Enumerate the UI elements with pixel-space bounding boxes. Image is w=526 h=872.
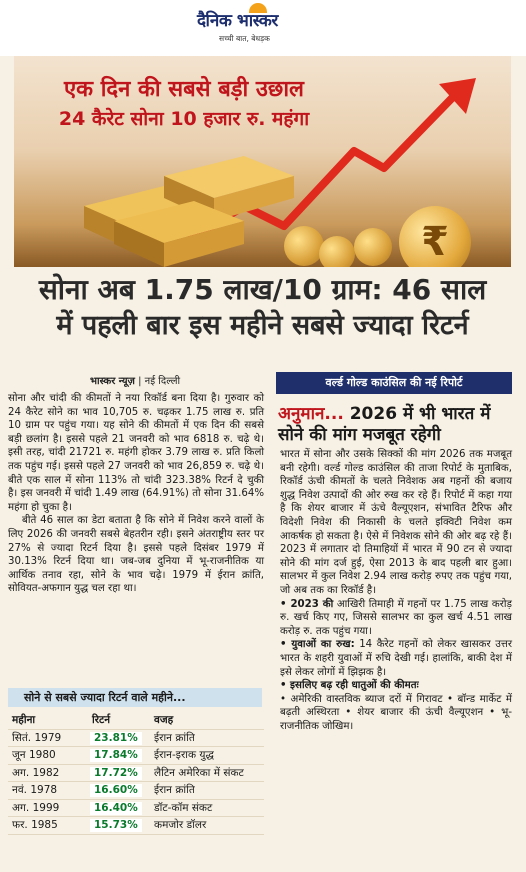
table-header-row [8, 712, 264, 730]
logo-tagline: सच्ची बात, बेधड़क [219, 34, 270, 43]
bullet-1-text: आखिरी तिमाही में गहनों पर 1.75 लाख करोड़ रु. खर्च किए गए, जिससे सालभर का कुल खर्च 4.51 लाख करोड़ रु. तक पहुंच गया। [280, 598, 512, 637]
logo-name: दैनिक भास्कर [197, 11, 278, 31]
header-return: रिटर्न [92, 714, 111, 726]
banner-image [14, 56, 511, 267]
gold-coin-icon [284, 226, 324, 266]
table-row [8, 730, 264, 748]
subheadline-rest: 2026 में भी भारत में सोने की मांग मजबूत रहेगी [278, 404, 491, 445]
report-subheadline [278, 404, 512, 446]
report-bullet-3 [280, 679, 512, 733]
lead-paragraph-2: बीते 46 साल का डेटा बताता है कि सोने में निवेश करने वालों के लिए 2026 की जनवरी सबसे बेहतरीन रही। इसने अंतराष्ट्रीय स्तर पर 27% से ज्यादा रिटर्न दिया है। इससे पहले दिसंबर 1979 में 30.13% रिटर्न दिया था। जब-जब दुनिया में भू-राजनीतिक या आर्थिक तनाव रहा, सोने के भाव चढ़े। 1979 में ईरान क्रांति, सोवियत-अफगान युद्ध चल रहा था। [8, 515, 264, 595]
headline-line-2: में पहली बार इस महीने सबसे ज्यादा रिटर्न [56, 310, 469, 341]
byline-city: नई दिल्ली [144, 376, 181, 387]
main-headline [14, 272, 511, 344]
report-bullet-2 [280, 638, 512, 679]
cell-month: जून 1980 [12, 749, 56, 761]
gold-coin-icon [354, 228, 392, 266]
cell-month: फर. 1985 [12, 819, 58, 831]
masthead [0, 0, 526, 56]
header-reason: वजह [154, 714, 174, 726]
headline-line-1: सोना अब 1.75 लाख/10 ग्राम: 46 साल [38, 273, 487, 306]
gold-coin-icon [319, 236, 355, 267]
table-title: सोने से सबसे ज्यादा रिटर्न वाले महीने... [8, 688, 262, 707]
table-row [8, 782, 264, 800]
cell-month: नवं. 1978 [12, 784, 58, 796]
cell-month: सितं. 1979 [12, 731, 62, 744]
newspaper-logo [197, 6, 327, 52]
cell-return: 16.40% [90, 802, 142, 815]
returns-table [8, 712, 264, 835]
report-section-header: वर्ल्ड गोल्ड काउंसिल की नई रिपोर्ट [276, 372, 512, 394]
bullet-1-bold: • 2023 की [280, 598, 334, 610]
cell-return: 23.81% [90, 732, 142, 745]
lead-article [8, 392, 264, 596]
cell-month: अग. 1982 [12, 766, 60, 779]
table-row [8, 800, 264, 818]
bullet-2-text: 14 कैरेट गहनों को लेकर खासकर उत्तर भारत के शहरी युवाओं में रुचि देखी गई। हालांकि, बाकी देश में इसे लेकर लोगों में झिझक है। [280, 639, 512, 678]
report-paragraph: भारत में सोना और उसके सिक्कों की मांग 2026 तक मजबूत बनी रहेगी। वर्ल्ड गोल्ड काउंसिल की ताजा रिपोर्ट के मुताबिक, रिकॉर्ड ऊंची कीमतों के चलते निवेशक अब गहनों की बजाय शुद्ध निवेश उत्पादों की ओर रुख कर रहे हैं। रिपोर्ट में कहा गया है कि शेयर बाजार में ऊंचे वैल्यूएशन, संभावित टैरिफ और विदेशी निवेश की निकासी के चलते इक्विटी निवेश कम आकर्षक हो सकता है। ऐसे में निवेशक सोने की ओर बढ़ रहे हैं। 2023 में लगातार दो तिमाहियों में भारत में 90 टन से ज्यादा सोने की मांग दर्ज हुई, ऐसा 2013 के बाद पहली बार हुआ। सालभर में कुल निवेश 2.94 लाख करोड़ रुपए तक पहुंच गया, जो अब तक का रिकॉर्ड है। [280, 449, 512, 596]
table-row [8, 817, 264, 835]
header-month: महीना [12, 714, 36, 726]
bullet-3-bold: • इसलिए बढ़ रही धातुओं की कीमतः [280, 680, 419, 692]
cell-reason: लैटिन अमेरिका में संकट [154, 766, 244, 779]
cell-reason: ईरान क्रांति [154, 731, 195, 744]
byline-agency: भास्कर न्यूज़ [90, 376, 135, 387]
cell-reason: कमजोर डॉलर [154, 819, 207, 831]
table-row [8, 747, 264, 765]
cell-reason: ईरान क्रांति [154, 784, 195, 796]
byline: भास्कर न्यूज़ | नई दिल्ली [90, 376, 181, 387]
cell-reason: ईरान-इराक युद्ध [154, 749, 214, 761]
bullet-3-text: • अमेरिकी वास्तविक ब्याज दरों में गिरावट • बॉन्ड मार्केट में बढ़ती अस्थिरता • शेयर बाजार की ऊंची वैल्यूएशन • भू-राजनीतिक जोखिम। [280, 693, 512, 732]
cell-return: 17.84% [90, 749, 142, 762]
rupee-coin-icon: ₹ [399, 206, 471, 267]
cell-month: अग. 1999 [12, 801, 60, 814]
cell-return: 15.73% [90, 819, 142, 832]
table-row [8, 765, 264, 783]
cell-return: 17.72% [90, 767, 142, 780]
banner-headline-2: 24 कैरेट सोना 10 हजार रु. महंगा [58, 108, 310, 130]
subheadline-red: अनुमान... [278, 404, 344, 424]
cell-return: 16.60% [90, 784, 142, 797]
lead-paragraph-1: सोना और चांदी की कीमतों ने नया रिकॉर्ड बना दिया है। गुरुवार को 24 कैरेट सोने का भाव 10,705 रु. चढ़कर 1.75 लाख रु. प्रति 10 ग्राम पर पहुंच गया। यह सोने की कीमतों में एक दिन की सबसे बड़ी छलांग है। इससे पहले 21 जनवरी को भाव 6818 रु. चढ़े थे। इसी तरह, चांदी 21721 रु. महंगी होकर 3.79 लाख रु. प्रति किलो तक पहुंच गई। इससे पहले 27 जनवरी को भाव 26,859 रु. चढ़े थे। बीते एक साल में सोना 113% तो चांदी 323.38% रिटर्न दे चुकी है। इस जनवरी में चांदी 1.49 लाख (64.91%) तो सोना 31.64% महंगा हो चुका है। [8, 393, 264, 513]
report-article [280, 448, 512, 733]
report-bullet-1 [280, 598, 512, 639]
banner-headline-1: एक दिन की सबसे बड़ी उछाल [64, 77, 304, 102]
bullet-2-bold: • युवाओं का रुख: [280, 639, 355, 651]
cell-reason: डॉट-कॉम संकट [154, 801, 213, 814]
